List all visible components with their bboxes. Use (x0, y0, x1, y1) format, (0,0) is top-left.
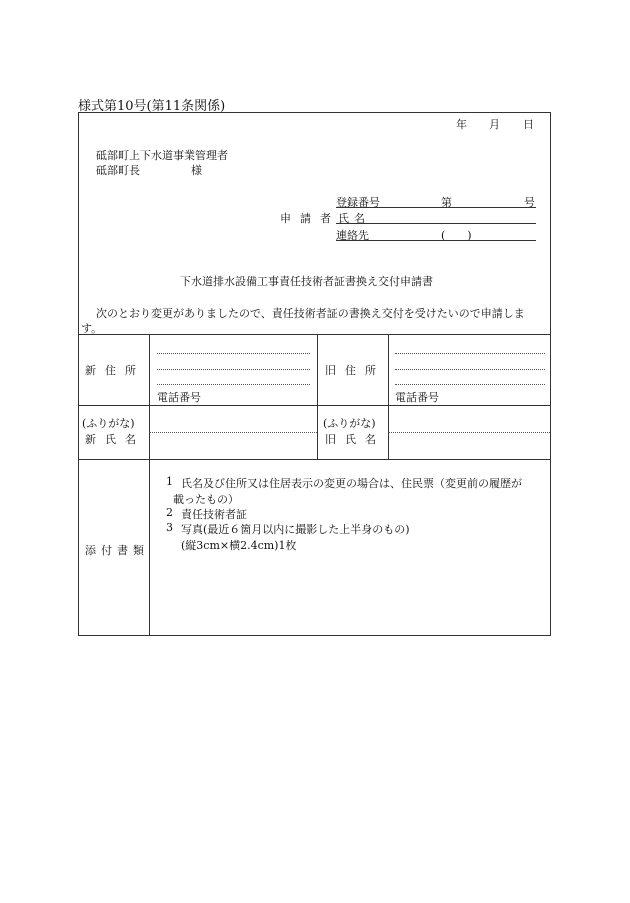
reg-number-go: 号 (524, 196, 535, 209)
new-phone-label: 電話番号 (157, 391, 201, 404)
new-address-line-3 (157, 384, 310, 385)
col-divider-left (149, 334, 150, 636)
day-label: 日 (523, 118, 534, 131)
old-phone-label: 電話番号 (395, 391, 439, 404)
new-name-furigana-label: (ふりがな) (82, 417, 135, 430)
reg-number-label: 登録番号 (336, 196, 380, 209)
attachments-label: 添付書類 (85, 544, 149, 557)
old-address-line-1 (395, 353, 545, 354)
attachment-3-cont: (縦3cm×横2.4cm)1枚 (181, 539, 297, 552)
applicant-label: 申請者 (280, 212, 340, 225)
reg-number-underline (336, 207, 536, 208)
attachment-3-text: 写真(最近６箇月以内に撮影した上半身のもの) (181, 523, 410, 536)
addressee-honorific: 様 (191, 164, 202, 177)
attachment-2-number: 2 (166, 506, 173, 519)
document-title: 下水道排水設備工事責任技術者証書換え交付申請書 (180, 275, 433, 288)
old-name-furigana-label: (ふりがな) (323, 417, 376, 430)
month-label: 月 (489, 118, 500, 131)
new-address-label: 新住所 (85, 364, 145, 377)
applicant-name-label: 氏名 (338, 212, 370, 225)
body-text-line2: す。 (81, 322, 103, 335)
old-name-furigana-line (388, 432, 550, 433)
old-name-label: 旧氏名 (325, 433, 385, 446)
col-divider-right (388, 334, 389, 459)
new-name-furigana-line (149, 432, 317, 433)
applicant-name-underline (336, 223, 536, 224)
old-address-label: 旧住所 (325, 364, 385, 377)
attachment-1-number: 1 (166, 475, 173, 488)
contact-underline (336, 240, 536, 241)
reg-number-dai: 第 (441, 196, 452, 209)
body-text-line1: 次のとおり変更がありましたので、責任技術者証の書換え交付を受けたいので申請しま (96, 307, 525, 320)
old-address-line-3 (395, 384, 545, 385)
attachment-2-text: 責任技術者証 (181, 508, 247, 521)
attachment-1-cont: 載ったもの） (173, 493, 239, 506)
new-name-label: 新氏名 (85, 433, 145, 446)
contact-label: 連絡先 (336, 229, 369, 242)
year-label: 年 (456, 118, 467, 131)
addressee-manager: 砥部町上下水道事業管理者 (96, 149, 228, 162)
addressee-mayor: 砥部町長 (96, 164, 140, 177)
old-address-line-2 (395, 369, 545, 370)
attachment-1-text: 氏名及び住所又は住居表示の変更の場合は、住民票（変更前の履歴が (181, 477, 522, 490)
col-divider-mid (317, 334, 318, 459)
attachment-3-number: 3 (166, 521, 173, 534)
new-address-line-2 (157, 369, 310, 370)
form-number-label: 様式第10号(第11条関係) (78, 99, 226, 114)
new-address-line-1 (157, 353, 310, 354)
application-form (78, 112, 551, 636)
contact-paren: ( ) (441, 229, 472, 242)
